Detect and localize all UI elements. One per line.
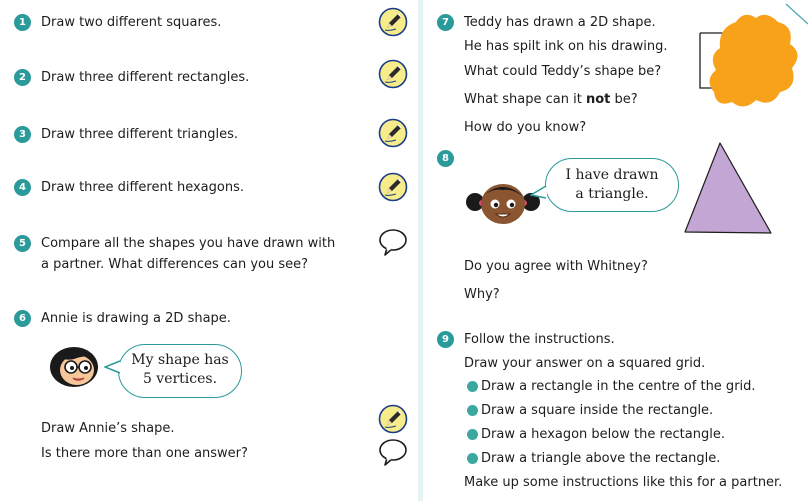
question-7-line-3: What could Teddy’s shape be? bbox=[464, 64, 662, 79]
question-number-7: 7 bbox=[437, 14, 454, 31]
question-number-1: 1 bbox=[14, 14, 31, 31]
question-8-line-1: Do you agree with Whitney? bbox=[464, 259, 648, 274]
bullet-icon bbox=[467, 405, 478, 416]
question-number-8: 8 bbox=[437, 150, 454, 167]
question-7-line-2: He has spilt ink on his drawing. bbox=[464, 39, 668, 54]
question-5-line-1: Compare all the shapes you have drawn with bbox=[41, 236, 336, 251]
pencil-icon bbox=[378, 172, 408, 202]
question-number-6: 6 bbox=[14, 310, 31, 327]
annie-speech-bubble bbox=[118, 344, 242, 398]
question-9-line-2: Draw your answer on a squared grid. bbox=[464, 356, 706, 371]
instruction-item: Draw a hexagon below the rectangle. bbox=[481, 427, 725, 442]
bullet-icon bbox=[467, 453, 478, 464]
pencil-icon bbox=[378, 59, 408, 89]
question-8-line-2: Why? bbox=[464, 287, 500, 302]
question-7-line-4 bbox=[464, 92, 638, 108]
bubble-tail bbox=[530, 185, 547, 199]
bullet-icon bbox=[467, 381, 478, 392]
line-4-post: be? bbox=[610, 92, 638, 107]
bubble-tail bbox=[104, 360, 121, 374]
annie-avatar bbox=[44, 343, 106, 389]
line-4-pre: What shape can it bbox=[464, 92, 586, 107]
whitney-speech-bubble bbox=[545, 158, 679, 212]
bubble-line-2: 5 vertices. bbox=[142, 371, 218, 387]
question-4-text: Draw three different hexagons. bbox=[41, 180, 244, 195]
question-number-2: 2 bbox=[14, 69, 31, 86]
question-6-text: Annie is drawing a 2D shape. bbox=[41, 311, 231, 326]
bubble-line-2: a triangle. bbox=[575, 186, 649, 202]
bubble-line-1: My shape has bbox=[131, 352, 229, 368]
question-2-text: Draw three different rectangles. bbox=[41, 70, 250, 85]
instruction-item: Draw a rectangle in the centre of the grid. bbox=[481, 379, 756, 394]
question-9-last-line: Make up some instructions like this for a partner. bbox=[464, 475, 783, 490]
question-number-5: 5 bbox=[14, 235, 31, 252]
pencil-icon bbox=[378, 7, 408, 37]
instruction-item: Draw a square inside the rectangle. bbox=[481, 403, 714, 418]
page-divider bbox=[418, 0, 423, 501]
question-6-line-b: Is there more than one answer? bbox=[41, 446, 248, 461]
question-3-text: Draw three different triangles. bbox=[41, 127, 238, 142]
question-number-9: 9 bbox=[437, 331, 454, 348]
quadrilateral-shape bbox=[683, 140, 775, 236]
pencil-icon bbox=[378, 404, 408, 434]
chat-icon bbox=[378, 437, 408, 467]
chat-icon bbox=[378, 227, 408, 257]
instruction-item: Draw a triangle above the rectangle. bbox=[481, 451, 721, 466]
question-9-line-1: Follow the instructions. bbox=[464, 332, 615, 347]
whitney-avatar bbox=[463, 174, 543, 232]
question-5-line-2: a partner. What differences can you see? bbox=[41, 257, 309, 272]
bullet-icon bbox=[467, 429, 478, 440]
ink-spill-shape bbox=[686, 0, 808, 118]
question-number-3: 3 bbox=[14, 126, 31, 143]
question-number-4: 4 bbox=[14, 179, 31, 196]
question-7-line-5: How do you know? bbox=[464, 120, 587, 135]
line-4-bold: not bbox=[585, 92, 611, 107]
question-7-line-1: Teddy has drawn a 2D shape. bbox=[464, 15, 656, 30]
question-1-text: Draw two different squares. bbox=[41, 15, 222, 30]
pencil-icon bbox=[378, 118, 408, 148]
question-6-line-a: Draw Annie’s shape. bbox=[41, 421, 175, 436]
bubble-line-1: I have drawn bbox=[565, 167, 659, 183]
